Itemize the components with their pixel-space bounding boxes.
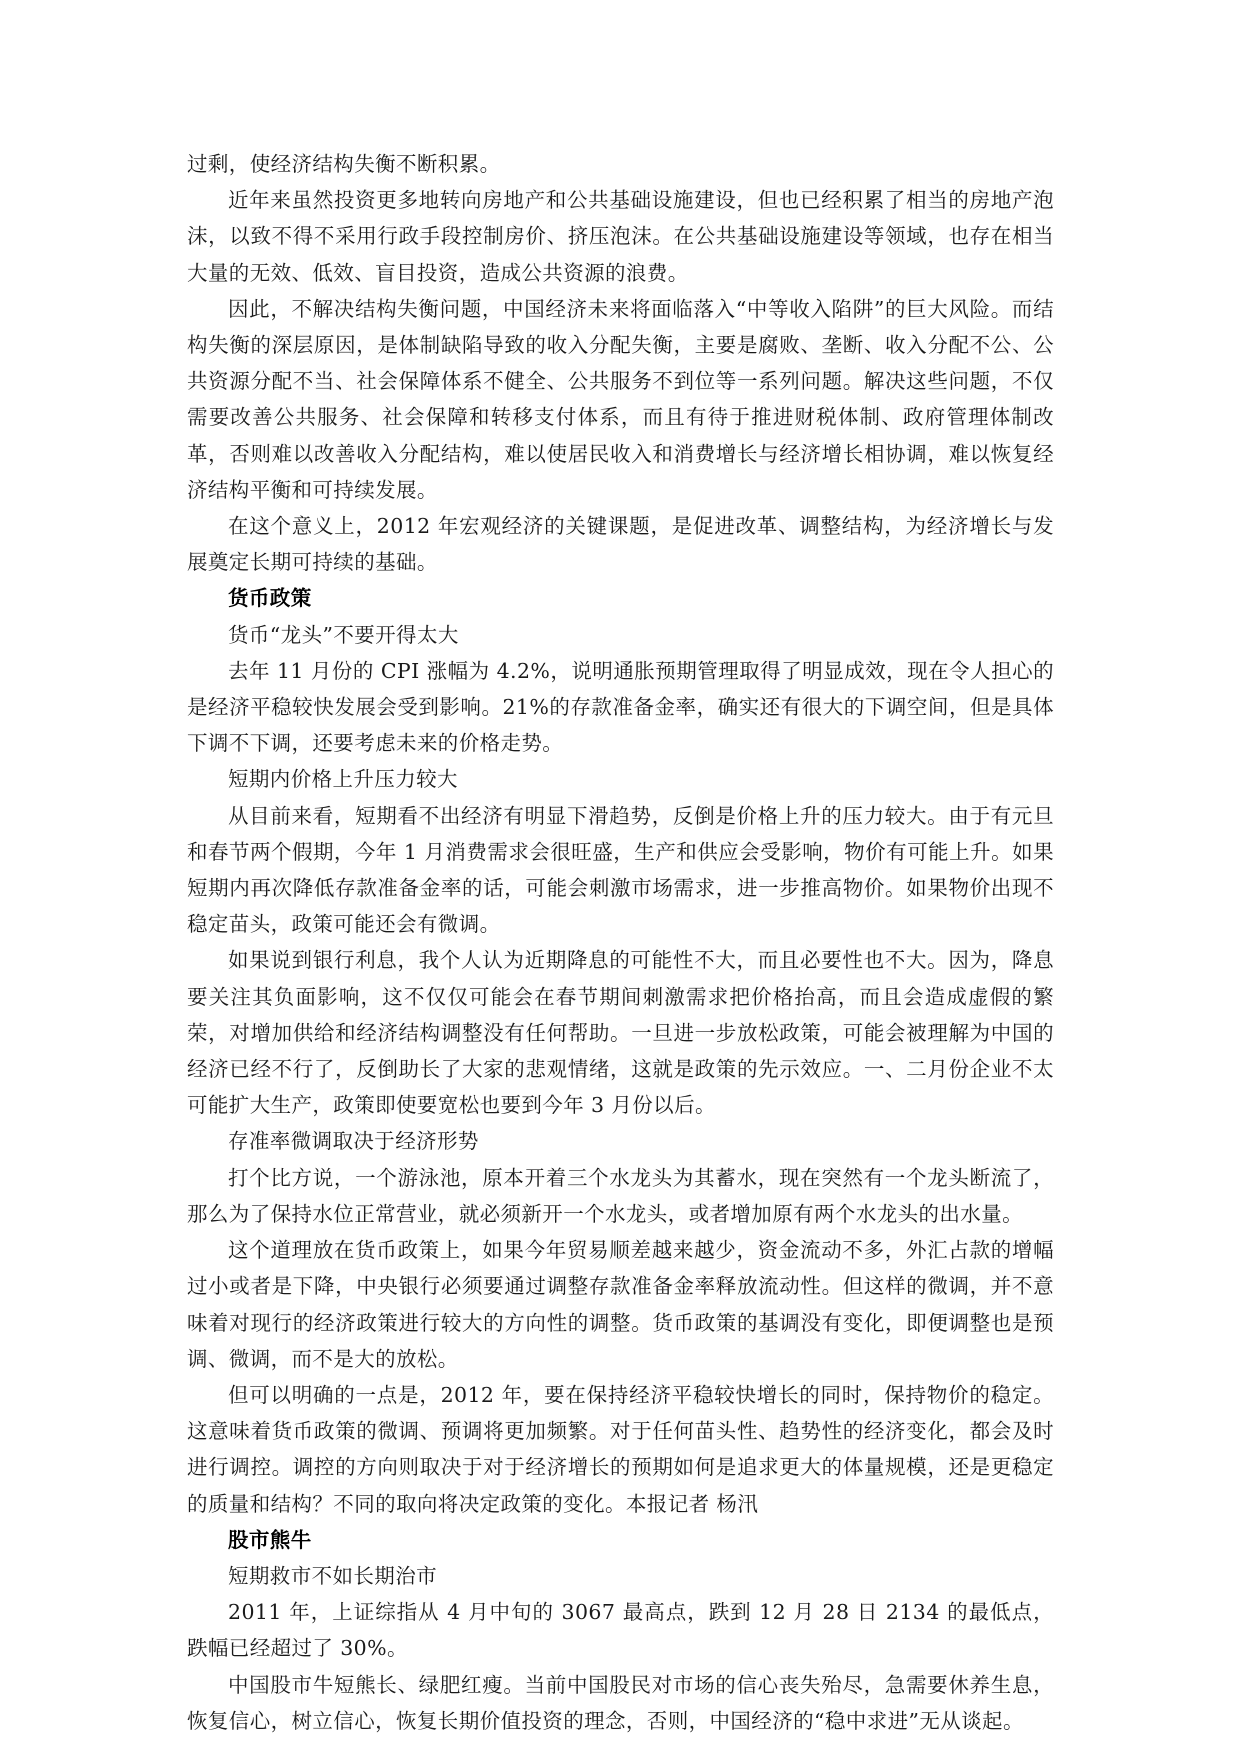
body-paragraph: 打个比方说，一个游泳池，原本开着三个水龙头为其蓄水，现在突然有一个龙头断流了，那么为了保持水位正常营业，就必须新开一个水龙头，或者增加原有两个水龙头的出水量。	[187, 1165, 1054, 1226]
body-paragraph: 在这个意义上，2012 年宏观经济的关键课题，是促进改革、调整结构，为经济增长与发展奠定长期可持续的基础。	[187, 514, 1054, 575]
subheading: 短期救市不如长期治市	[228, 1563, 437, 1588]
body-paragraph: 从目前来看，短期看不出经济有明显下滑趋势，反倒是价格上升的压力较大。由于有元旦和春节两个假期，今年 1 月消费需求会很旺盛，生产和供应会受影响，物价有可能上升。如果短期内再次降低存款准备金率的话，可能会刺激市场需求，进一步推高物价。如果物价出现不稳定苗头，政策可能还会有微调。	[187, 803, 1054, 937]
body-paragraph: 过剩，使经济结构失衡不断积累。	[187, 152, 501, 176]
section-heading-stock-market: 股市熊牛	[228, 1527, 312, 1552]
body-paragraph: 因此，不解决结构失衡问题，中国经济未来将面临落入“中等收入陷阱”的巨大风险。而结构失衡的深层原因，是体制缺陷导致的收入分配失衡，主要是腐败、垄断、收入分配不公、公共资源分配不当、社会保障体系不健全、公共服务不到位等一系列问题。解决这些问题，不仅需要改善公共服务、社会保障和转移支付体系，而且有待于推进财税体制、政府管理体制改革，否则难以改善收入分配结构，难以使居民收入和消费增长与经济增长相协调，难以恢复经济结构平衡和可持续发展。	[187, 296, 1054, 502]
document-page	[187, 146, 1054, 1739]
body-paragraph: 但可以明确的一点是，2012 年，要在保持经济平稳较快增长的同时，保持物价的稳定。这意味着货币政策的微调、预调将更加频繁。对于任何苗头性、趋势性的经济变化，都会及时进行调控。调控的方向则取决于对于经济增长的预期如何是追求更大的体量规模，还是更稳定的质量和结构？不同的取向将决定政策的变化。本报记者 杨汛	[187, 1382, 1054, 1516]
section-heading-monetary-policy: 货币政策	[228, 586, 312, 611]
subheading: 短期内价格上升压力较大	[228, 767, 458, 792]
body-paragraph: 中国股市牛短熊长、绿肥红瘦。当前中国股民对市场的信心丧失殆尽，急需要休养生息，恢复信心，树立信心，恢复长期价值投资的理念，否则，中国经济的“稳中求进”无从谈起。	[187, 1672, 1054, 1733]
body-paragraph: 去年 11 月份的 CPI 涨幅为 4.2%，说明通胀预期管理取得了明显成效，现在令人担心的是经济平稳较快发展会受到影响。21%的存款准备金率，确实还有很大的下调空间，但是具体下调不下调，还要考虑未来的价格走势。	[187, 658, 1054, 756]
body-paragraph: 近年来虽然投资更多地转向房地产和公共基础设施建设，但也已经积累了相当的房地产泡沫，以致不得不采用行政手段控制房价、挤压泡沫。在公共基础设施建设等领域，也存在相当大量的无效、低效、盲目投资，造成公共资源的浪费。	[187, 188, 1054, 285]
body-paragraph: 2011 年，上证综指从 4 月中旬的 3067 最高点，跌到 12 月 28 日 2134 的最低点，跌幅已经超过了 30%。	[187, 1600, 1054, 1661]
subheading: 货币“龙头”不要开得太大	[228, 622, 459, 647]
subheading: 存准率微调取决于经济形势	[228, 1129, 479, 1154]
body-paragraph: 这个道理放在货币政策上，如果今年贸易顺差越来越少，资金流动不多，外汇占款的增幅过小或者是下降，中央银行必须要通过调整存款准备金率释放流动性。但这样的微调，并不意味着对现行的经济政策进行较大的方向性的调整。货币政策的基调没有变化，即便调整也是预调、微调，而不是大的放松。	[187, 1238, 1054, 1371]
body-paragraph: 如果说到银行利息，我个人认为近期降息的可能性不大，而且必要性也不大。因为，降息要关注其负面影响，这不仅仅可能会在春节期间刺激需求把价格抬高，而且会造成虚假的繁荣，对增加供给和经济结构调整没有任何帮助。一旦进一步放松政策，可能会被理解为中国的经济已经不行了，反倒助长了大家的悲观情绪，这就是政策的先示效应。一、二月份企业不太可能扩大生产，政策即使要宽松也要到今年 3 月份以后。	[187, 948, 1054, 1118]
